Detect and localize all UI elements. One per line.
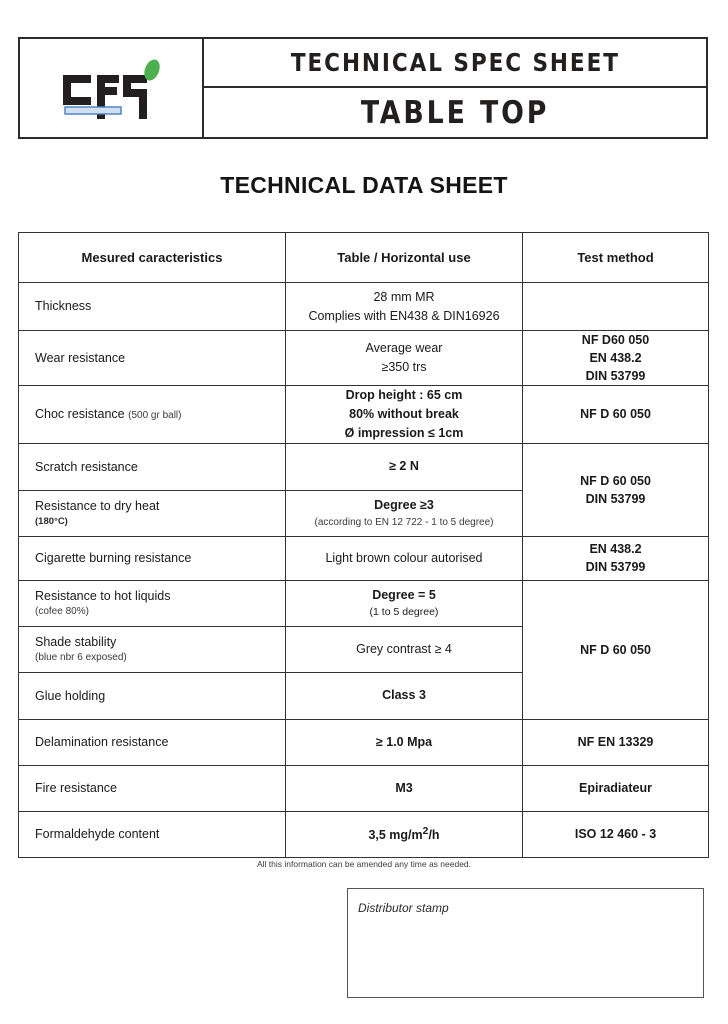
value-line: Average wear <box>365 341 443 356</box>
cell-characteristic <box>19 283 286 331</box>
cell-value <box>286 719 523 765</box>
characteristic-label: Cigarette burning resistance <box>35 551 192 566</box>
cell-characteristic <box>19 580 286 626</box>
cell-test-method <box>523 283 709 331</box>
characteristic-sublabel: (blue nbr 6 exposed) <box>35 651 127 663</box>
test-method-line: EN 438.2 <box>589 351 642 366</box>
value-line: ≥350 trs <box>381 360 427 375</box>
characteristic-label: Thickness <box>35 299 92 314</box>
characteristic-label: Resistance to dry heat <box>35 499 160 514</box>
cell-test-method <box>523 580 709 719</box>
page-title: TECHNICAL DATA SHEET <box>220 172 508 198</box>
test-method-line: NF EN 13329 <box>577 735 654 750</box>
cell-test-method <box>523 719 709 765</box>
test-method-line: NF D 60 050 <box>580 642 651 657</box>
table-header-row <box>19 233 709 283</box>
cell-value <box>286 536 523 580</box>
table-row <box>19 719 709 765</box>
value-line: ≥ 2 N <box>389 459 419 474</box>
value-line <box>296 824 512 845</box>
characteristic-label: Fire resistance <box>35 781 117 796</box>
value-line: (1 to 5 degree) <box>369 605 439 618</box>
value-line: Drop height : 65 cm <box>345 388 463 403</box>
table-row <box>19 386 709 443</box>
value-line: M3 <box>395 780 413 795</box>
test-method-line: DIN 53799 <box>585 369 646 384</box>
test-method-line: Epiradiateur <box>579 781 652 796</box>
value-line: Degree ≥3 <box>374 498 434 513</box>
cell-value <box>286 811 523 857</box>
header-line-2: TABLE TOP <box>360 94 550 131</box>
table-row <box>19 283 709 331</box>
cell-value <box>286 331 523 386</box>
value-line: Light brown colour autorised <box>325 550 483 565</box>
cell-characteristic <box>19 811 286 857</box>
column-header-table-use: Table / Horizontal use <box>286 233 523 283</box>
characteristic-label: Formaldehyde content <box>35 827 160 842</box>
cell-test-method <box>523 386 709 443</box>
cell-value <box>286 386 523 443</box>
table-row <box>19 765 709 811</box>
test-method-line: NF D 60 050 <box>580 407 651 422</box>
test-method-line: ISO 12 460 - 3 <box>574 827 657 842</box>
cell-characteristic <box>19 536 286 580</box>
technical-data-table <box>18 232 709 858</box>
cell-value <box>286 672 523 719</box>
cell-test-method <box>523 331 709 386</box>
table-row <box>19 811 709 857</box>
value-text-end: /h <box>428 827 440 842</box>
cell-value <box>286 765 523 811</box>
test-method-line: DIN 53799 <box>585 491 646 506</box>
value-text: 3,5 mg/m <box>368 827 423 842</box>
amendment-disclaimer: All this information can be amended any time as needed. <box>256 859 472 869</box>
cell-value <box>286 626 523 672</box>
table-row <box>19 443 709 490</box>
cell-characteristic <box>19 719 286 765</box>
characteristic-label: Shade stability <box>35 634 117 649</box>
characteristic-label: Choc resistance <box>35 407 125 422</box>
table-row <box>19 331 709 386</box>
cell-value <box>286 490 523 536</box>
cell-characteristic <box>19 765 286 811</box>
characteristic-label: Resistance to hot liquids <box>35 588 171 603</box>
cell-characteristic <box>19 443 286 490</box>
value-line: Class 3 <box>382 688 426 703</box>
characteristic-label: Delamination resistance <box>35 735 169 750</box>
characteristic-sublabel: (180°C) <box>35 516 68 528</box>
value-line: Ø impression ≤ 1cm <box>344 425 464 440</box>
column-header-characteristics: Mesured caracteristics <box>19 233 286 283</box>
distributor-stamp-box <box>347 888 704 998</box>
document-header <box>18 37 708 139</box>
cell-characteristic <box>19 386 286 443</box>
characteristic-label: Glue holding <box>35 688 106 703</box>
value-line: Complies with EN438 & DIN16926 <box>308 308 500 323</box>
cell-value <box>286 580 523 626</box>
value-line: ≥ 1.0 Mpa <box>375 734 433 749</box>
cell-value <box>286 443 523 490</box>
header-spec-sheet-row <box>204 39 706 88</box>
cell-test-method <box>523 536 709 580</box>
cell-value <box>286 283 523 331</box>
value-line: Degree = 5 <box>372 587 436 602</box>
characteristic-sublabel: (500 gr ball) <box>128 410 182 422</box>
cell-characteristic <box>19 672 286 719</box>
test-method-line: NF D60 050 <box>581 333 650 347</box>
characteristic-label: Scratch resistance <box>35 459 138 474</box>
cell-characteristic <box>19 331 286 386</box>
value-superscript: 2 <box>422 825 429 837</box>
characteristic-sublabel: (cofee 80%) <box>35 605 89 617</box>
cell-test-method <box>523 443 709 536</box>
cell-test-method <box>523 811 709 857</box>
logo-cell <box>20 39 204 137</box>
value-line: 80% without break <box>349 407 459 422</box>
table-row <box>19 580 709 626</box>
value-line: 28 mm MR <box>373 289 435 304</box>
test-method-line: EN 438.2 <box>589 542 642 556</box>
cfp-leaf-logo <box>57 57 165 119</box>
table-row <box>19 536 709 580</box>
distributor-stamp-label: Distributor stamp <box>358 901 449 915</box>
test-method-line: NF D 60 050 <box>580 473 651 488</box>
test-method-line: DIN 53799 <box>585 560 646 575</box>
cell-characteristic <box>19 626 286 672</box>
value-line: Grey contrast ≥ 4 <box>356 641 452 656</box>
column-header-test-method: Test method <box>523 233 709 283</box>
header-titles <box>204 39 706 137</box>
cell-characteristic <box>19 490 286 536</box>
header-line-1: TECHNICAL SPEC SHEET <box>290 48 620 77</box>
characteristic-label: Wear resistance <box>35 351 126 366</box>
logo-svg <box>57 57 165 119</box>
cell-test-method <box>523 765 709 811</box>
header-product-row <box>204 88 706 137</box>
value-line: (according to EN 12 722 - 1 to 5 degree) <box>314 517 494 528</box>
